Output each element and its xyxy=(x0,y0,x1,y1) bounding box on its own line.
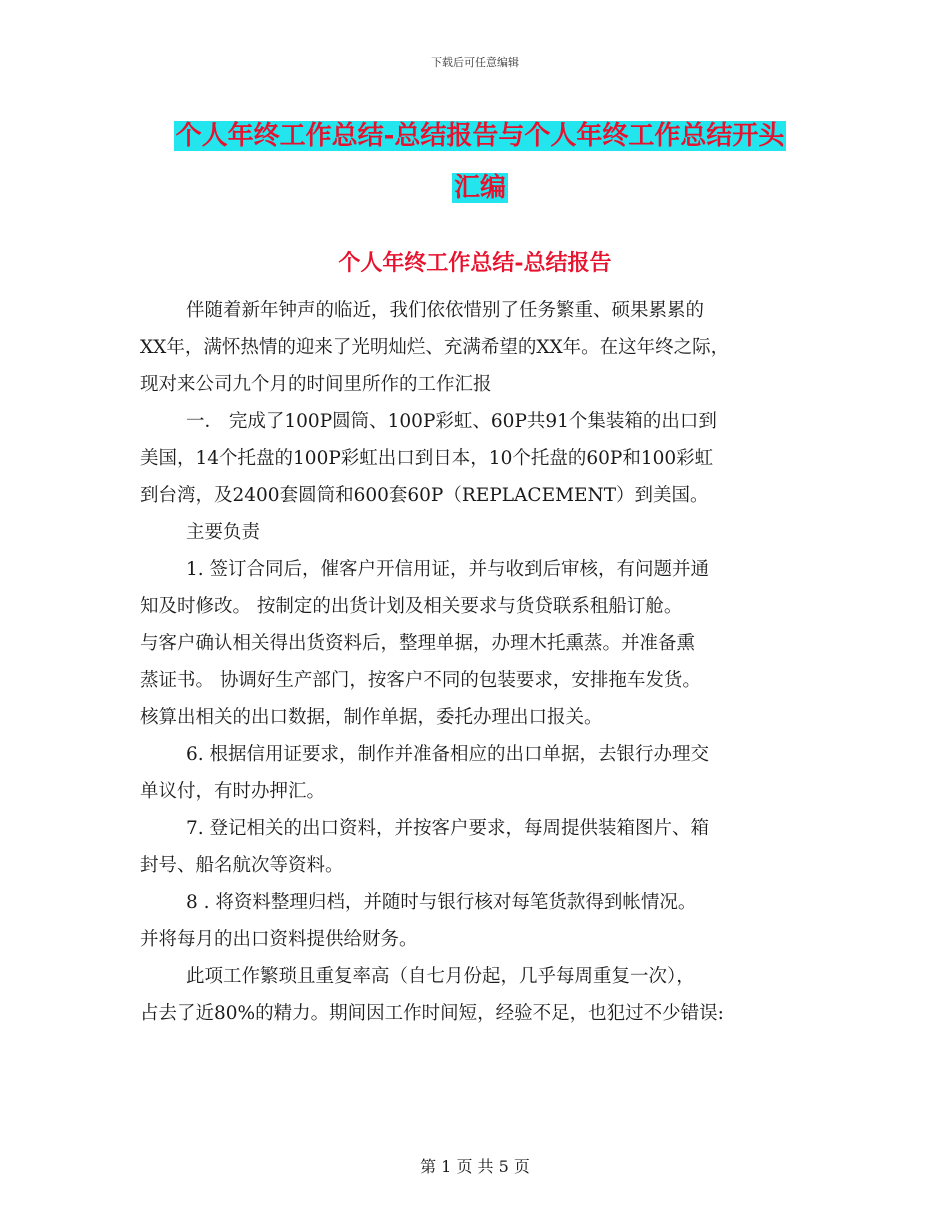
document-body xyxy=(140,292,820,1032)
body-line: 蒸证书。 协调好生产部门，按客户不同的包装要求，安排拖车发货。 xyxy=(140,670,701,691)
body-line: 现对来公司九个月的时间里所作的工作汇报 xyxy=(140,374,492,395)
body-line: 7. 登记相关的出口资料，并按客户要求，每周提供装箱图片、箱 xyxy=(186,818,710,839)
body-line: 与客户确认相关得出货资料后，整理单据，办理木托熏蒸。并准备熏 xyxy=(140,633,696,654)
body-line: 6. 根据信用证要求，制作并准备相应的出口单据，去银行办理交 xyxy=(186,744,710,765)
body-line: 8 . 将资料整理归档，并随时与银行核对每笔货款得到帐情况。 xyxy=(186,892,697,913)
body-line: 知及时修改。 按制定的出货计划及相关要求与货贷联系租船订舱。 xyxy=(140,596,683,617)
body-line: 到台湾，及2400套圆筒和600套60P（REPLACEMENT）到美国。 xyxy=(140,485,709,506)
body-line: 并将每月的出口资料提供给财务。 xyxy=(140,929,418,950)
document-title xyxy=(140,110,820,214)
body-line: 此项工作繁琐且重复率高（自七月份起，几乎每周重复一次）， xyxy=(186,966,695,987)
body-line: 美国，14个托盘的100P彩虹出口到日本，10个托盘的60P和100彩虹 xyxy=(140,448,714,469)
document-title-line-2: 汇编 xyxy=(453,173,506,203)
body-line: XX年，满怀热情的迎来了光明灿烂、充满希望的XX年。在这年终之际， xyxy=(140,337,730,358)
body-line: 主要负责 xyxy=(186,522,261,543)
body-line: 伴随着新年钟声的临近，我们依依惜别了任务繁重、硕果累累的 xyxy=(186,300,705,321)
document-title-line-1: 个人年终工作总结-总结报告与个人年终工作总结开头 xyxy=(175,121,785,151)
page-footer: 第 1 页 共 5 页 xyxy=(420,1157,530,1176)
body-line: 1. 签订合同后，催客户开信用证，并与收到后审核，有问题并通 xyxy=(186,559,710,580)
body-line: 占去了近80%的精力。期间因工作时间短，经验不足，也犯过不少错误: xyxy=(140,1003,724,1024)
body-line: 封号、船名航次等资料。 xyxy=(140,855,344,876)
body-line: 核算出相关的出口数据，制作单据，委托办理出口报关。 xyxy=(140,707,603,728)
body-line: 单议付，有时办押汇。 xyxy=(140,781,326,802)
header-note: 下载后可任意编辑 xyxy=(431,56,519,69)
section-title: 个人年终工作总结-总结报告 xyxy=(338,250,612,276)
body-line: 一． 完成了100P圆筒、100P彩虹、60P共91个集装箱的出口到 xyxy=(186,411,717,432)
